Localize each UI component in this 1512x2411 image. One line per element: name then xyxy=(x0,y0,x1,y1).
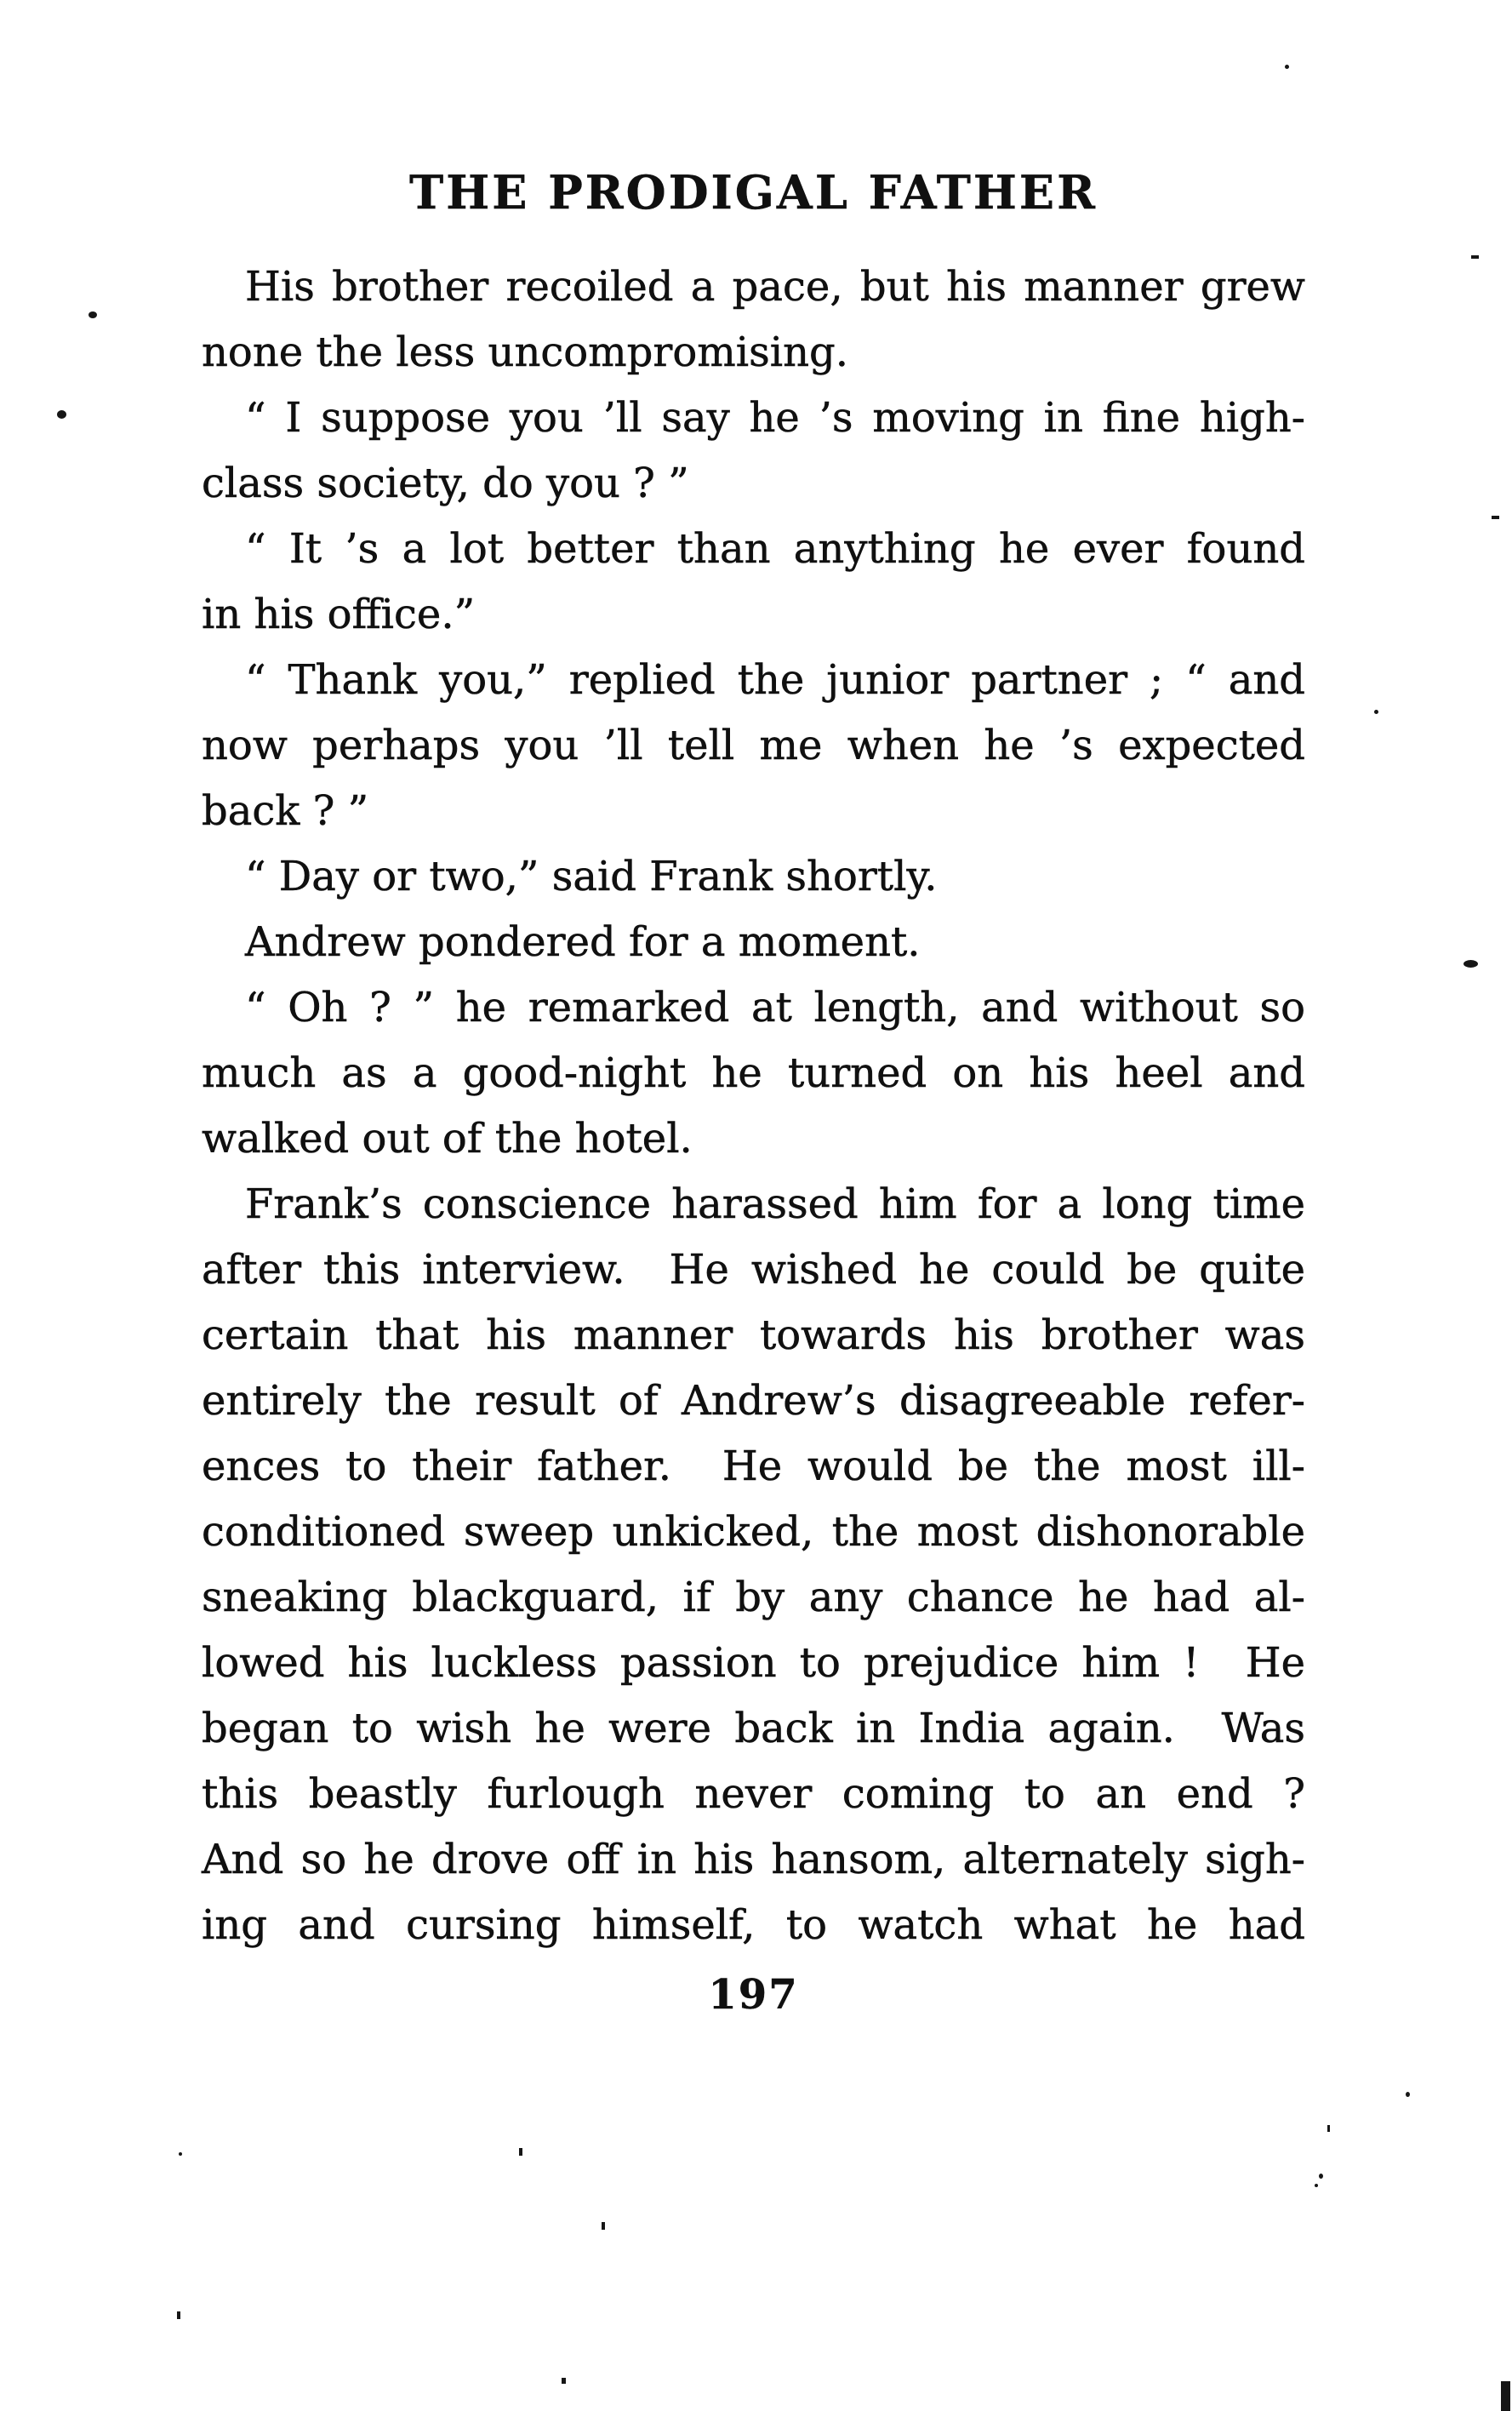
paragraph xyxy=(202,975,1305,1172)
text-line: “ I suppose you ’ll say he ’s moving in fine high- xyxy=(245,394,1305,442)
paragraph xyxy=(202,1172,1305,1958)
text-line: Andrew pondered for a moment. xyxy=(245,918,921,966)
ink-speck xyxy=(1501,2381,1510,2411)
ink-speck xyxy=(1471,255,1479,259)
text-line: now perhaps you ’ll tell me when he ’s expected xyxy=(202,722,1305,769)
paragraph xyxy=(202,844,1305,910)
paragraph xyxy=(202,386,1305,517)
paragraph xyxy=(202,517,1305,648)
text-line: His brother recoiled a pace, but his manner grew xyxy=(245,263,1305,311)
ink-speck xyxy=(177,2311,180,2319)
paragraph xyxy=(202,910,1305,975)
text-line: ences to their father. He would be the most ill- xyxy=(202,1443,1305,1490)
ink-speck xyxy=(1492,516,1499,519)
text-line: this beastly furlough never coming to an end ? xyxy=(202,1770,1305,1818)
ink-speck xyxy=(1406,2092,1410,2097)
paragraph xyxy=(202,648,1305,844)
text-line: after this interview. He wished he could be quite xyxy=(202,1246,1305,1294)
page-title: THE PRODIGAL FATHER xyxy=(409,165,1098,220)
text-line: “ Thank you,” replied the junior partner ; “ and xyxy=(245,656,1305,704)
ink-speck xyxy=(1327,2125,1330,2132)
text-line: And so he drove off in his hansom, alternately sigh- xyxy=(202,1836,1305,1883)
text-line: ing and cursing himself, to watch what he had xyxy=(202,1901,1305,1949)
text-line: lowed his luckless passion to prejudice him ! He xyxy=(202,1639,1305,1687)
ink-speck xyxy=(519,2148,522,2156)
text-line: “ It ’s a lot better than anything he ever found xyxy=(245,525,1305,573)
text-line: class society, do you ? ” xyxy=(202,460,689,507)
ink-speck xyxy=(57,410,66,419)
text-line: “ Oh ? ” he remarked at length, and without so xyxy=(245,984,1305,1031)
text-line: began to wish he were back in India again. Was xyxy=(202,1705,1305,1752)
text-line: walked out of the hotel. xyxy=(202,1115,693,1163)
text-line: certain that his manner towards his brother was xyxy=(202,1311,1305,1359)
paragraph xyxy=(202,254,1305,386)
text-line: back ? ” xyxy=(202,787,369,835)
ink-speck xyxy=(1374,710,1378,714)
ink-speck xyxy=(1319,2174,1323,2179)
ink-speck xyxy=(88,311,97,318)
ink-speck xyxy=(1285,65,1289,69)
text-line: “ Day or two,” said Frank shortly. xyxy=(245,853,938,900)
text-line: in his office.” xyxy=(202,591,476,638)
text-line: none the less uncompromising. xyxy=(202,329,848,376)
text-line: Frank’s conscience harassed him for a long time xyxy=(245,1180,1305,1228)
text-line: entirely the result of Andrew’s disagreeable refer- xyxy=(202,1377,1305,1425)
text-line: much as a good-night he turned on his heel and xyxy=(202,1049,1305,1097)
ink-speck xyxy=(179,2152,182,2156)
text-line: sneaking blackguard, if by any chance he had al- xyxy=(202,1574,1305,1621)
ink-speck xyxy=(1464,960,1478,968)
page-number: 197 xyxy=(708,1971,799,2019)
text-line: conditioned sweep unkicked, the most dishonorable xyxy=(202,1508,1305,1556)
text-block xyxy=(202,254,1305,1958)
ink-speck xyxy=(602,2222,605,2230)
ink-speck xyxy=(1315,2184,1318,2187)
ink-speck xyxy=(562,2378,566,2384)
